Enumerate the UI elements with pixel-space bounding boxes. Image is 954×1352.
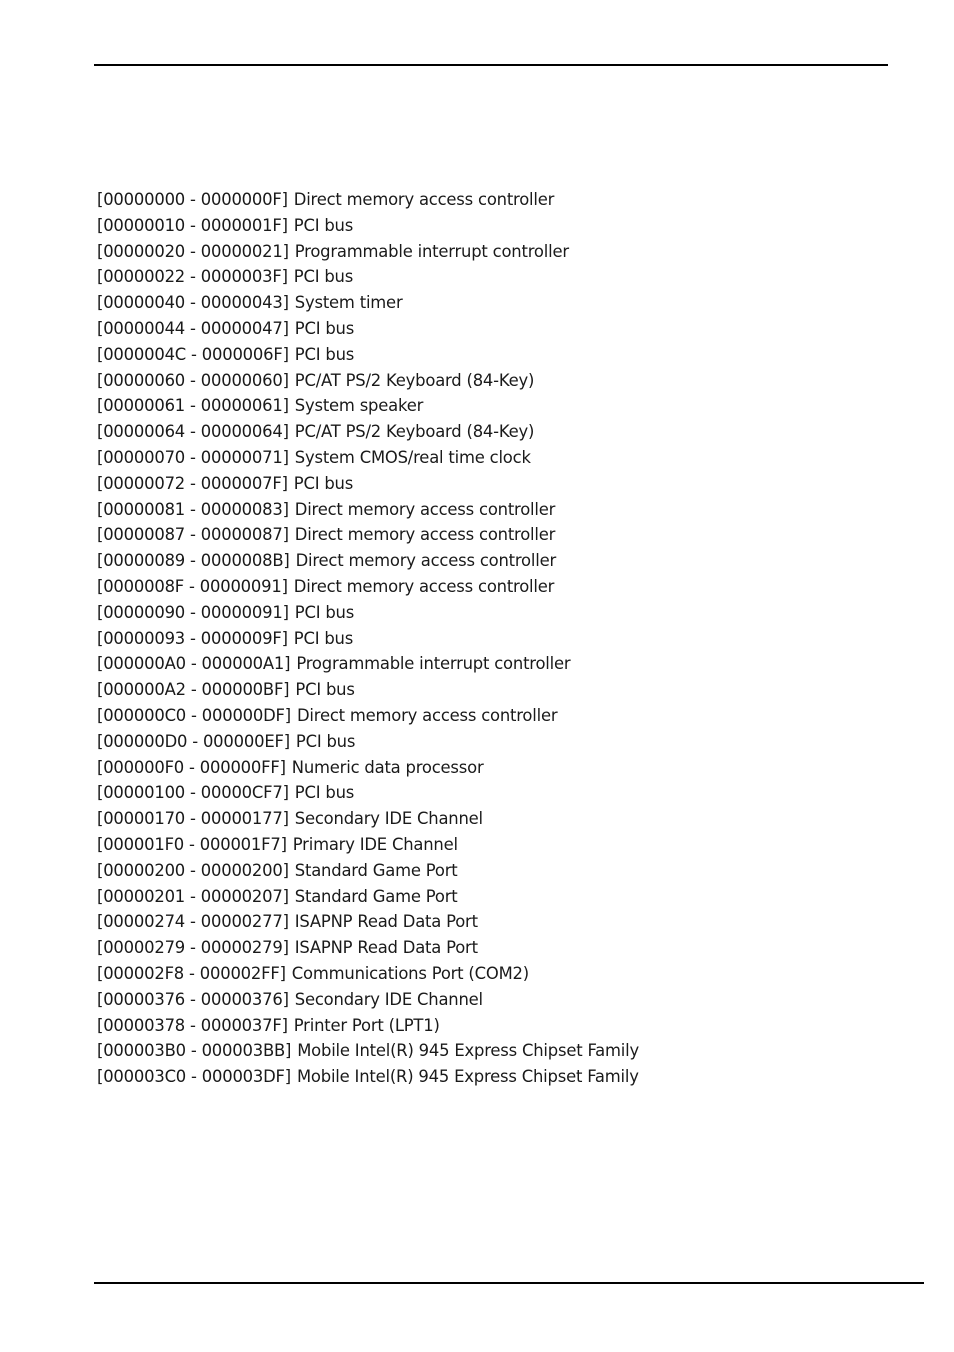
io-address-range: [00000200 - 00000200] xyxy=(97,860,289,880)
io-resource-row xyxy=(97,806,639,832)
io-address-range: [00000022 - 0000003F] xyxy=(97,267,288,287)
io-address-range: [00000279 - 00000279] xyxy=(97,938,289,958)
io-device-name: Printer Port (LPT1) xyxy=(293,1015,440,1035)
io-device-name: Standard Game Port xyxy=(294,886,458,906)
io-address-range: [000000C0 - 000000DF] xyxy=(97,705,291,725)
io-address-range: [00000170 - 00000177] xyxy=(97,809,289,829)
io-device-name: ISAPNP Read Data Port xyxy=(294,938,478,958)
io-address-range: [00000000 - 0000000F] xyxy=(97,190,288,209)
io-resource-row xyxy=(97,522,639,548)
io-resource-row xyxy=(97,471,639,497)
io-device-name: Direct memory access controller xyxy=(295,551,557,571)
header-rule xyxy=(94,64,888,66)
io-address-range: [000001F0 - 000001F7] xyxy=(97,834,287,854)
io-resource-row xyxy=(97,239,639,265)
io-address-range: [00000061 - 00000061] xyxy=(97,396,289,416)
io-address-range: [00000040 - 00000043] xyxy=(97,293,289,313)
io-resource-row xyxy=(97,961,639,987)
io-resource-row xyxy=(97,187,639,213)
io-device-name: PCI bus xyxy=(294,783,355,803)
io-resource-row xyxy=(97,1038,639,1064)
io-device-name: PCI bus xyxy=(293,267,354,287)
io-address-range: [000000A2 - 000000BF] xyxy=(97,680,290,700)
io-address-range: [00000020 - 00000021] xyxy=(97,241,289,261)
io-device-name: Mobile Intel(R) 945 Express Chipset Family xyxy=(296,1067,639,1087)
io-device-name: Mobile Intel(R) 945 Express Chipset Family xyxy=(297,1041,639,1061)
io-resource-row xyxy=(97,264,639,290)
io-address-range: [00000100 - 00000CF7] xyxy=(97,783,289,803)
io-resource-row xyxy=(97,445,639,471)
io-address-range: [000000D0 - 000000EF] xyxy=(97,731,290,751)
io-address-range: [00000093 - 0000009F] xyxy=(97,628,288,648)
io-resource-row xyxy=(97,987,639,1013)
io-resource-row xyxy=(97,600,639,626)
footer-rule xyxy=(94,1282,924,1284)
io-resource-row xyxy=(97,316,639,342)
io-resource-row xyxy=(97,1064,639,1090)
io-address-range: [000003B0 - 000003BB] xyxy=(97,1041,292,1061)
io-resource-row xyxy=(97,290,639,316)
io-device-name: Numeric data processor xyxy=(291,757,484,777)
io-address-range: [000003C0 - 000003DF] xyxy=(97,1067,291,1087)
io-device-name: Direct memory access controller xyxy=(293,190,555,209)
io-resource-row xyxy=(97,935,639,961)
io-address-range: [00000044 - 00000047] xyxy=(97,318,289,338)
io-resource-row xyxy=(97,909,639,935)
io-resource-row xyxy=(97,342,639,368)
io-address-range: [00000070 - 00000071] xyxy=(97,447,289,467)
io-device-name: PCI bus xyxy=(294,602,355,622)
io-address-range: [00000064 - 00000064] xyxy=(97,422,289,442)
io-device-name: PCI bus xyxy=(294,318,355,338)
io-address-range: [00000089 - 0000008B] xyxy=(97,551,290,571)
io-device-name: Standard Game Port xyxy=(294,860,458,880)
io-resource-row xyxy=(97,780,639,806)
io-address-range: [00000201 - 00000207] xyxy=(97,886,289,906)
io-resource-row xyxy=(97,651,639,677)
io-address-range: [00000087 - 00000087] xyxy=(97,525,289,545)
io-address-range: [00000090 - 00000091] xyxy=(97,602,289,622)
io-address-range: [000000A0 - 000000A1] xyxy=(97,654,291,674)
io-device-name: Programmable interrupt controller xyxy=(294,241,569,261)
io-device-name: System timer xyxy=(294,293,403,313)
io-resource-row xyxy=(97,497,639,523)
io-resource-row xyxy=(97,884,639,910)
io-resource-row xyxy=(97,1013,639,1039)
io-resource-row xyxy=(97,703,639,729)
io-device-name: Programmable interrupt controller xyxy=(296,654,571,674)
io-resource-row xyxy=(97,729,639,755)
io-device-name: Direct memory access controller xyxy=(294,499,556,519)
io-device-name: Communications Port (COM2) xyxy=(291,963,529,983)
io-device-name: PC/AT PS/2 Keyboard (84-Key) xyxy=(294,370,535,390)
io-address-range: [0000004C - 0000006F] xyxy=(97,344,289,364)
io-resource-row xyxy=(97,393,639,419)
io-device-name: PCI bus xyxy=(293,628,354,648)
io-device-name: ISAPNP Read Data Port xyxy=(294,912,478,932)
io-device-name: System speaker xyxy=(294,396,424,416)
io-resource-row xyxy=(97,548,639,574)
io-device-name: PCI bus xyxy=(293,473,354,493)
io-address-range: [00000081 - 00000083] xyxy=(97,499,289,519)
io-device-name: PCI bus xyxy=(294,344,355,364)
io-device-name: PCI bus xyxy=(295,731,356,751)
io-device-name: Direct memory access controller xyxy=(293,576,555,596)
io-address-range: [00000378 - 0000037F] xyxy=(97,1015,288,1035)
io-address-range: [00000376 - 00000376] xyxy=(97,989,289,1009)
io-device-name: Direct memory access controller xyxy=(296,705,558,725)
io-resource-row xyxy=(97,677,639,703)
io-address-range: [000002F8 - 000002FF] xyxy=(97,963,286,983)
io-device-name: PC/AT PS/2 Keyboard (84-Key) xyxy=(294,422,535,442)
io-device-name: Primary IDE Channel xyxy=(292,834,458,854)
io-address-range: [0000008F - 00000091] xyxy=(97,576,288,596)
io-address-range: [00000010 - 0000001F] xyxy=(97,215,288,235)
io-resource-row xyxy=(97,574,639,600)
io-device-name: Secondary IDE Channel xyxy=(294,989,483,1009)
io-resource-row xyxy=(97,755,639,781)
io-device-name: Secondary IDE Channel xyxy=(294,809,483,829)
io-resource-row xyxy=(97,832,639,858)
io-device-name: PCI bus xyxy=(295,680,355,700)
io-resource-row xyxy=(97,419,639,445)
io-address-range: [00000274 - 00000277] xyxy=(97,912,289,932)
io-device-name: Direct memory access controller xyxy=(294,525,556,545)
io-resource-row xyxy=(97,213,639,239)
io-resource-row xyxy=(97,626,639,652)
io-address-range: [00000060 - 00000060] xyxy=(97,370,289,390)
io-device-name: PCI bus xyxy=(293,215,354,235)
io-resource-row xyxy=(97,368,639,394)
io-device-name: System CMOS/real time clock xyxy=(294,447,531,467)
io-address-range: [000000F0 - 000000FF] xyxy=(97,757,286,777)
io-resource-row xyxy=(97,858,639,884)
io-resource-list xyxy=(97,187,639,1090)
io-address-range: [00000072 - 0000007F] xyxy=(97,473,288,493)
